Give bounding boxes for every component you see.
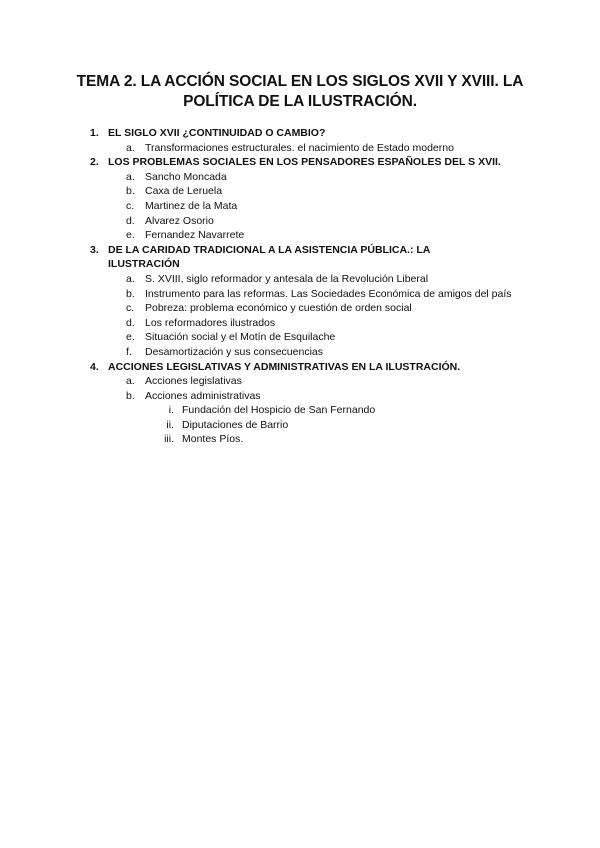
item-label: a. [126,272,135,285]
list-item [0,170,600,185]
item-text: S. XVIII, siglo reformador y antesala de la Revolución Liberal [145,272,429,285]
section-3 [0,243,600,272]
list-subitem [0,432,600,447]
subitem-text: Fundación del Hospicio de San Fernando [182,404,376,417]
list-item [0,301,600,316]
section-title: EL SIGLO XVII ¿CONTINUIDAD O CAMBIO? [108,127,326,139]
list-item [0,199,600,214]
item-label: d. [126,214,135,227]
section-4 [0,360,600,375]
section-title: ACCIONES LEGISLATIVAS Y ADMINISTRATIVAS EN LA ILUSTRACIÓN. [108,360,461,373]
subitem-text: Diputaciones de Barrio [182,418,289,431]
section-title: DE LA CARIDAD TRADICIONAL A LA ASISTENCIA PÚBLICA.: LA ILUSTRACIÓN [108,243,430,271]
item-text: Fernandez Navarrete [145,229,245,242]
subitem-label: ii. [166,418,174,431]
list-item [0,287,600,302]
item-text: Los reformadores ilustrados [145,316,276,329]
document-title: TEMA 2. LA ACCIÓN SOCIAL EN LOS SIGLOS XVII Y XVIII. LA POLÍTICA DE LA ILUSTRACIÓN. [76,73,524,110]
list-subitem [0,403,600,418]
list-item [0,272,600,287]
section-2 [0,155,600,170]
item-label: e. [126,229,135,242]
item-text: Desamortización y sus consecuencias [145,345,323,358]
item-text: Alvarez Osorio [145,214,214,227]
item-label: a. [126,170,135,183]
item-label: c. [126,302,135,315]
item-label: e. [126,331,135,344]
item-label: d. [126,316,135,329]
item-label: b. [126,287,135,300]
subitem-text: Montes Píos. [182,433,244,446]
item-text: Caxa de Leruela [145,185,223,198]
item-label: f. [126,345,132,358]
item-label: b. [126,389,135,402]
item-label: a. [126,141,135,154]
subitem-label: i. [168,404,174,417]
list-item [0,330,600,345]
list-item [0,214,600,229]
section-number: 4. [90,360,99,373]
list-item [0,389,600,404]
item-text: Acciones legislativas [145,375,242,388]
list-item [0,184,600,199]
list-item [0,228,600,243]
item-label: c. [126,199,135,212]
section-number: 2. [90,156,99,169]
list-item [0,316,600,331]
item-label: b. [126,185,135,198]
item-text: Transformaciones estructurales. el nacimiento de Estado moderno [145,141,454,154]
item-text: Situación social y el Motín de Esquilache [145,331,336,344]
item-text: Acciones administrativas [145,389,261,402]
section-1 [0,126,600,141]
item-text: Pobreza: problema económico y cuestión de orden social [145,302,412,315]
subitem-label: iii. [164,433,174,446]
list-subitem [0,418,600,433]
list-item [0,141,600,156]
item-text: Sancho Moncada [145,170,227,183]
item-text: Martinez de la Mata [145,199,238,212]
section-title: LOS PROBLEMAS SOCIALES EN LOS PENSADORES ESPAÑOLES DEL S XVII. [108,156,501,169]
item-label: a. [126,375,135,388]
list-item [0,374,600,389]
list-item [0,345,600,360]
item-text: Instrumento para las reformas. Las Sociedades Económica de amigos del país [145,287,512,300]
outline-list [0,126,600,447]
section-number: 3. [90,243,99,256]
section-number: 1. [90,127,99,139]
